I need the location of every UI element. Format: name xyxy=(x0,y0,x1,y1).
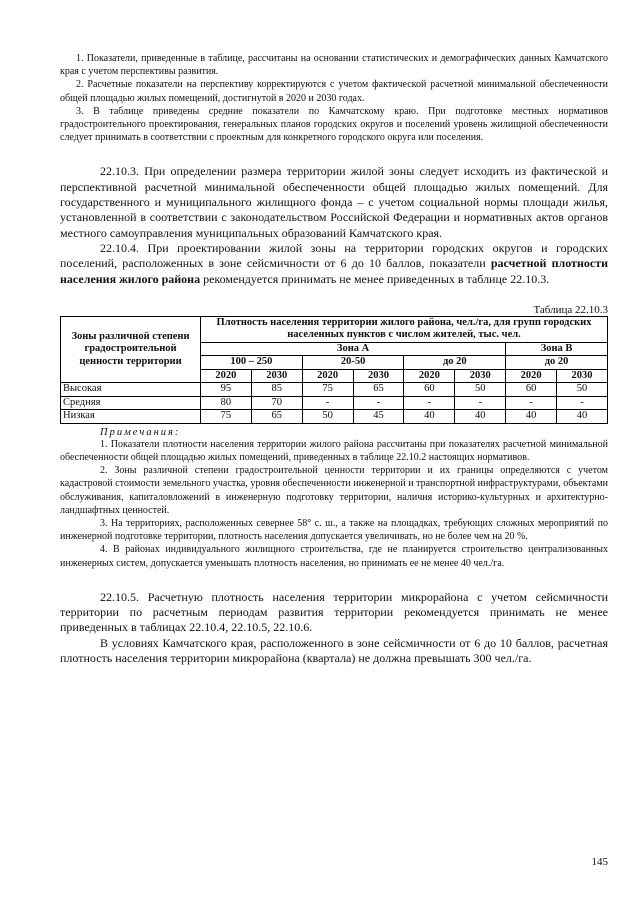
table-cell: - xyxy=(353,396,404,410)
paragraph-22-10-4 xyxy=(60,241,608,287)
table-cell: - xyxy=(302,396,353,410)
year-header: 2020 xyxy=(506,369,557,383)
table-cell: - xyxy=(557,396,608,410)
year-header: 2030 xyxy=(557,369,608,383)
top-note-1: 1. Показатели, приведенные в таблице, рассчитаны на основании статистических и демографических данных Камчатского края с учетом перспективы развития. xyxy=(60,53,608,78)
note-4: 4. В районах индивидуального жилищного строительства, где не планируется строительство централизованных инженерных систем, допускается уменьшать плотность населения, но принимать ее не менее 40 чел./га. xyxy=(60,544,608,569)
row-header: Зоны различной степени градостроительной ценности территории xyxy=(61,316,201,383)
main-header: Плотность населения территории жилого района, чел./га, для групп городских населенных пунктов с числом жителей, тыс. чел. xyxy=(201,316,608,342)
table-cell: 65 xyxy=(353,383,404,397)
para-22-10-4-start: 22.10.4. При проектировании жилой зоны на территории городских округов и городских поселений, расположенных в зоне сейсмичности от 6 до 10 баллов, показатели xyxy=(60,240,608,271)
section-22-10-5 xyxy=(60,590,608,666)
table-caption: Таблица 22.10.3 xyxy=(533,303,608,316)
row-label: Низкая xyxy=(61,410,201,424)
row-label: Средняя xyxy=(61,396,201,410)
table-cell: 75 xyxy=(302,383,353,397)
top-note-3: 3. В таблице приведены средние показатели по Камчатскому краю. При подготовке местных нормативов градостроительного проектирования, генеральных планов городских округов и поселений уровень жилищной обеспеченности следует принимать в соответствии с проектным для конкретного городского округа или поселения. xyxy=(60,105,608,144)
group-header: 20-50 xyxy=(302,356,404,370)
table-cell: 95 xyxy=(201,383,252,397)
row-label: Высокая xyxy=(61,383,201,397)
paragraph-kamchatka: В условиях Камчатского края, расположенного в зоне сейсмичности от 6 до 10 баллов, расчетная плотность населения территории микрорайона (квартала) не должна превышать 300 чел./га. xyxy=(60,635,608,666)
paragraph-22-10-5: 22.10.5. Расчетную плотность населения территории микрорайона с учетом сейсмичности территории по расчетным периодам развития территории рекомендуется принимать не менее приведенных в таблицах 22.10.4, 22.10.5, 22.10.6. xyxy=(60,589,608,635)
year-header: 2030 xyxy=(455,369,506,383)
table-cell: - xyxy=(455,396,506,410)
zone-b-header: Зона В xyxy=(506,342,608,356)
table-cell: - xyxy=(506,396,557,410)
page-number: 145 xyxy=(591,856,608,868)
table-cell: 85 xyxy=(251,383,302,397)
para-22-10-4-bold: расчетной плотности населения жилого района xyxy=(60,256,609,286)
section-22-10-3-4 xyxy=(60,164,608,286)
top-notes xyxy=(60,52,608,144)
year-header: 2020 xyxy=(302,369,353,383)
page xyxy=(60,52,608,666)
table-cell: 40 xyxy=(557,410,608,424)
table-row xyxy=(61,396,608,410)
table-cell: 40 xyxy=(404,410,455,424)
table-cell: 70 xyxy=(251,396,302,410)
year-header: 2030 xyxy=(353,369,404,383)
table-row xyxy=(61,410,608,424)
table-cell: 50 xyxy=(302,410,353,424)
year-header: 2020 xyxy=(404,369,455,383)
table-cell: 40 xyxy=(506,410,557,424)
note-1: 1. Показатели плотности населения территории жилого района рассчитаны при показателях расчетной минимальной обеспеченности общей площадью жилых помещений, приведенных в таблице 22.10.2 настоящих нормативов. xyxy=(60,438,608,463)
note-3: 3. На территориях, расположенных севернее 58° с. ш., а также на площадках, требующих сложных мероприятий по инженерной подготовке территории, плотность населения допускается увеличивать, но не более чем на 20 %. xyxy=(60,518,608,543)
zone-a-header: Зона А xyxy=(201,342,506,356)
table-cell: - xyxy=(404,396,455,410)
para-22-10-4-end: рекомендуется принимать не менее приведенных в таблице 22.10.3. xyxy=(200,271,550,286)
table-cell: 75 xyxy=(201,410,252,424)
table-cell: 50 xyxy=(557,383,608,397)
density-table xyxy=(60,316,608,424)
group-header: до 20 xyxy=(506,356,608,370)
table-cell: 50 xyxy=(455,383,506,397)
table-cell: 65 xyxy=(251,410,302,424)
group-header: 100 – 250 xyxy=(201,356,303,370)
top-note-2: 2. Расчетные показатели на перспективу корректируются с учетом фактической расчетной минимальной обеспеченности общей площадью жилых помещений, достигнутой в 2020 и 2030 годах. xyxy=(60,79,608,104)
year-header: 2020 xyxy=(201,369,252,383)
table-cell: 60 xyxy=(506,383,557,397)
note-2: 2. Зоны различной степени градостроительной ценности территории и их границы определяются с учетом кадастровой стоимости земельного участка, уровня обеспеченности инженерной и транспортной инфраструктурами, объектами обслуживания, капиталовложений в инженерную подготовку территории, наличия историко-культурных и архитектурно-ландшафтных ценностей. xyxy=(60,465,608,516)
table-notes xyxy=(60,438,608,570)
notes-title: Примечания: xyxy=(100,426,181,438)
table-cell: 45 xyxy=(353,410,404,424)
table-cell: 60 xyxy=(404,383,455,397)
table-cell: 80 xyxy=(201,396,252,410)
paragraph-22-10-3: 22.10.3. При определении размера территории жилой зоны следует исходить из фактической и перспективной расчетной минимальной обеспеченности общей площадью жилых помещений. Для государственного и муниципального жилищного фонда – с учетом социальной нормы площади жилья, установленной в соответствии с законодательством Российской Федерации и нормативных актов органов местного самоуправления муниципальных образований Камчатского края. xyxy=(60,164,608,240)
group-header: до 20 xyxy=(404,356,506,370)
table-row xyxy=(61,383,608,397)
year-header: 2030 xyxy=(251,369,302,383)
table-cell: 40 xyxy=(455,410,506,424)
